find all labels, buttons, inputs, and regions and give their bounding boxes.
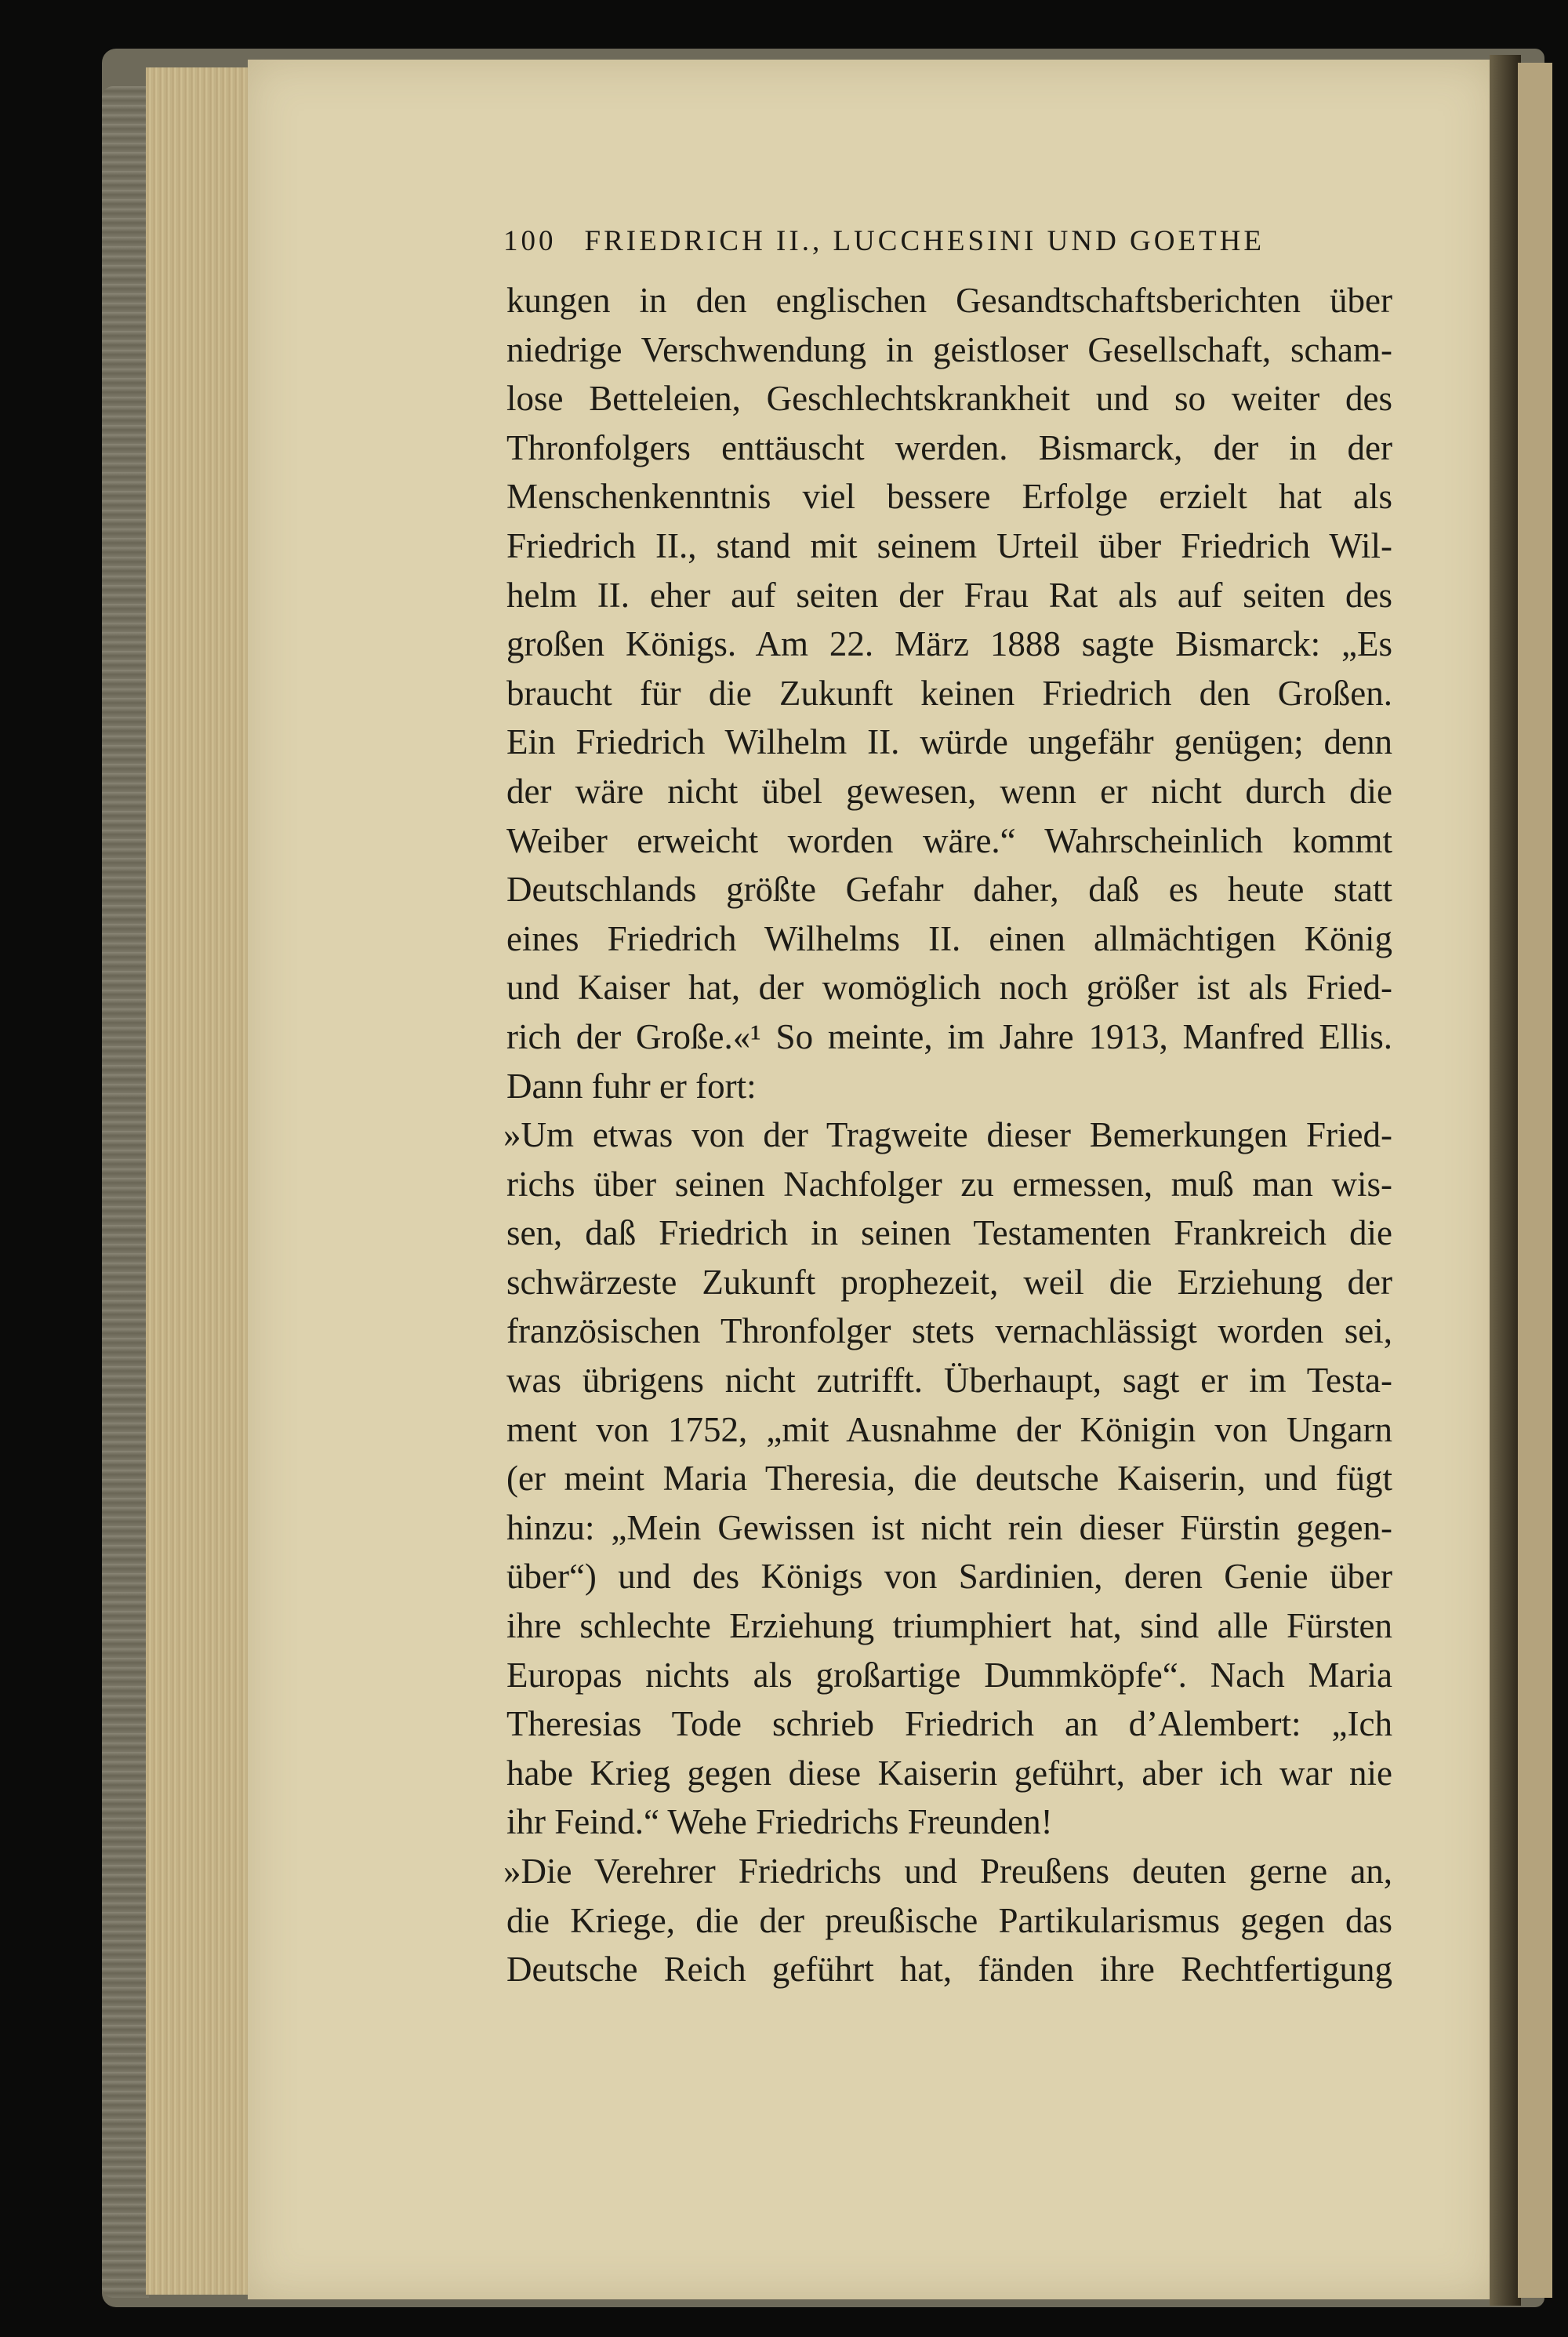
text-line: großen Königs. Am 22. März 1888 sagte Bismarck: „Es	[506, 624, 1392, 664]
text-line: braucht für die Zukunft keinen Friedrich den Großen.	[506, 673, 1392, 713]
running-head-title: FRIEDRICH II., LUCCHESINI UND GOETHE	[584, 225, 1265, 257]
text-line: (er meint Maria Theresia, die deutsche Kaiserin, und fügt	[506, 1459, 1392, 1499]
running-header	[503, 224, 1413, 264]
text-line: helm II. eher auf seiten der Frau Rat als auf seiten des	[506, 575, 1392, 615]
text-line: Theresias Tode schrieb Friedrich an d’Alembert: „Ich	[506, 1704, 1392, 1744]
text-line: die Kriege, die der preußische Partikularismus gegen das	[506, 1900, 1392, 1940]
page-gutter-shadow	[1490, 55, 1521, 2306]
text-line: ihre schlechte Erziehung triumphiert hat, sind alle Fürsten	[506, 1606, 1392, 1646]
text-line: Dann fuhr er fort:	[506, 1066, 757, 1106]
text-line: kungen in den englischen Gesandtschaftsberichten über	[506, 281, 1392, 320]
text-line: Deutschlands größte Gefahr daher, daß es heute statt	[506, 870, 1392, 910]
text-line: Menschenkenntnis viel bessere Erfolge erzielt hat als	[506, 477, 1392, 517]
text-line: ment von 1752, „mit Ausnahme der Königin von Ungarn	[506, 1409, 1392, 1449]
text-line: niedrige Verschwendung in geistloser Gesellschaft, scham-	[506, 329, 1392, 369]
text-line: lose Betteleien, Geschlechtskrankheit und so weiter des	[506, 379, 1392, 419]
page-number: 100	[503, 225, 557, 257]
text-line: rich der Große.«¹ So meinte, im Jahre 1913, Manfred Ellis.	[506, 1016, 1392, 1056]
text-line: richs über seinen Nachfolger zu ermessen, muß man wis-	[506, 1164, 1392, 1204]
body-text	[503, 276, 1392, 1994]
text-line: Weiber erweicht worden wäre.“ Wahrscheinlich kommt	[506, 820, 1392, 860]
text-line: Ein Friedrich Wilhelm II. würde ungefähr genügen; denn	[506, 722, 1392, 762]
text-line: Friedrich II., stand mit seinem Urteil über Friedrich Wil-	[506, 525, 1392, 565]
text-line: und Kaiser hat, der womöglich noch größer ist als Fried-	[506, 968, 1392, 1008]
text-line: »Die Verehrer Friedrichs und Preußens deuten gerne an,	[503, 1852, 1392, 1891]
text-line: was übrigens nicht zutrifft. Überhaupt, sagt er im Testa-	[506, 1361, 1392, 1401]
book-spine-edge	[102, 86, 149, 2298]
adjacent-page-edge	[1518, 63, 1552, 2298]
text-line: der wäre nicht übel gewesen, wenn er nicht durch die	[506, 771, 1392, 811]
text-line: über“) und des Königs von Sardinien, deren Genie über	[506, 1557, 1392, 1597]
text-line: hinzu: „Mein Gewissen ist nicht rein dieser Fürstin gegen-	[506, 1507, 1392, 1547]
text-line: habe Krieg gegen diese Kaiserin geführt, aber ich war nie	[506, 1753, 1392, 1793]
text-line: eines Friedrich Wilhelms II. einen allmächtigen König	[506, 918, 1392, 958]
text-line: Deutsche Reich geführt hat, fänden ihre Rechtfertigung	[506, 1950, 1392, 1990]
text-line: Thronfolgers enttäuscht werden. Bismarck, der in der	[506, 427, 1392, 467]
text-line: ihr Feind.“ Wehe Friedrichs Freunden!	[506, 1802, 1053, 1842]
text-line: sen, daß Friedrich in seinen Testamenten Frankreich die	[506, 1213, 1392, 1253]
text-line: französischen Thronfolger stets vernachlässigt worden sei,	[506, 1311, 1392, 1351]
text-line: Europas nichts als großartige Dummköpfe“. Nach Maria	[506, 1655, 1392, 1695]
text-line: schwärzeste Zukunft prophezeit, weil die Erziehung der	[506, 1262, 1392, 1302]
page-block-edges	[146, 67, 256, 2295]
text-line: »Um etwas von der Tragweite dieser Bemerkungen Fried-	[503, 1115, 1392, 1155]
